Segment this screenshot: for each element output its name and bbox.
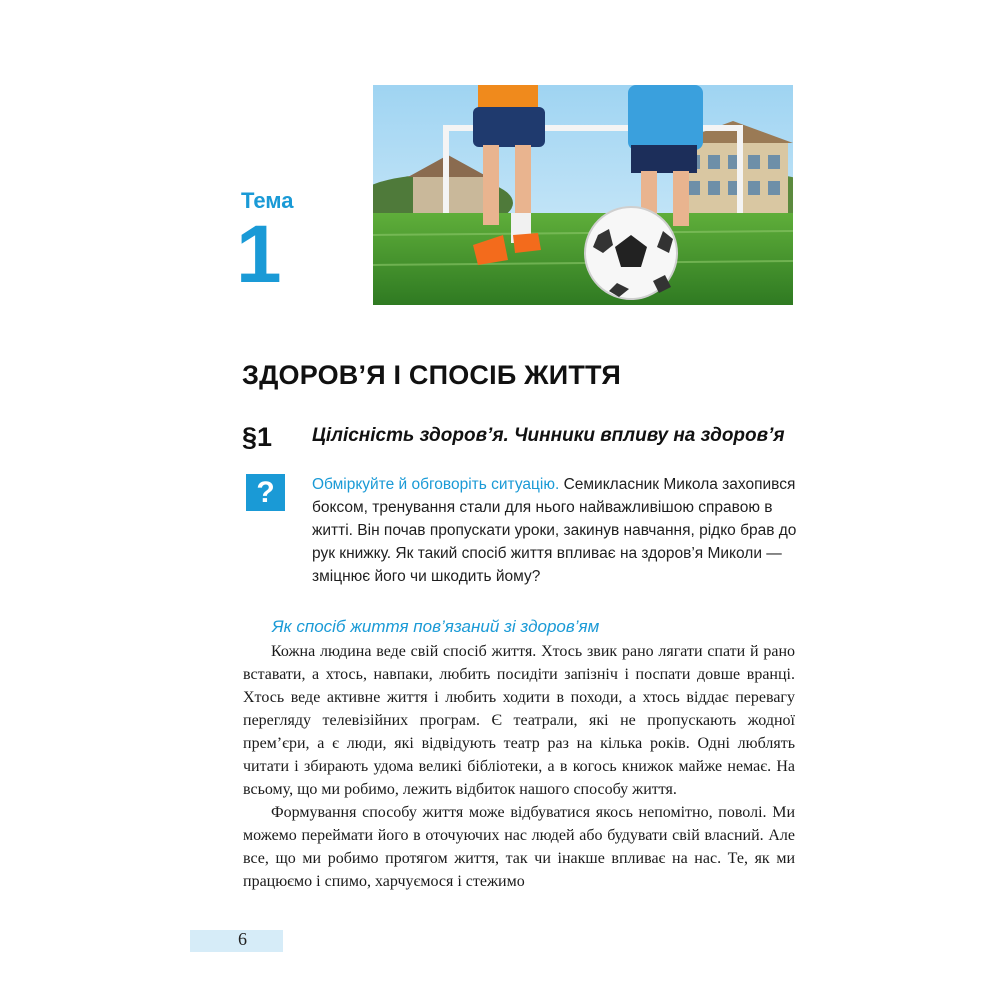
section-subtitle: Як спосіб життя пов’язаний зі здоров’ям — [272, 617, 600, 636]
body-paragraph-1: Кожна людина веде свій спосіб життя. Хтось звик рано лягати спати й рано вставати, а хтось, навпаки, любить посидіти запізніч і поспати довше вранці. Хтось веде активне життя і любить ходити в походи, а хтось віддає перевагу перегляду телевізійних програм. Є театрали, які не пропускають жодної прем’єри, а є люди, які відвідують театр раз на кілька років. Одні люблять читати і збирають удома великі бібліотеки, а в когось книжок майже немає. На всьому, що ми робимо, лежить відбиток нашого способу життя. — [243, 643, 795, 798]
body-paragraph-2: Формування способу життя може відбуватися якось непомітно, поволі. Ми можемо переймати його в оточуючих нас людей або будувати свій власний. Але все, що ми робимо протягом життя, так чи інакше впливає на нас. Те, як ми працюємо і спимо, харчуємося і стежимо — [243, 804, 795, 890]
football-illustration — [373, 85, 793, 305]
paragraph-title: Цілісність здоров’я. Чинники впливу на здоров’я — [312, 425, 785, 446]
page-number-bar — [190, 930, 283, 952]
chapter-title: ЗДОРОВ’Я І СПОСІБ ЖИТТЯ — [242, 360, 621, 390]
football-photo — [373, 85, 793, 305]
theme-number: 1 — [236, 209, 282, 300]
theme-label: Тема — [241, 188, 294, 213]
page-number: 6 — [238, 929, 247, 949]
question-lead: Обміркуйте й обговоріть ситуацію. — [312, 476, 560, 493]
question-icon: ? — [246, 474, 285, 511]
question-text — [312, 473, 804, 588]
body-text — [243, 640, 795, 893]
paragraph-sign: §1 — [242, 422, 273, 452]
question-body: Семикласник Микола захопився боксом, тренування стали для нього найважливішою справою в житті. Він почав пропускати уроки, закинув навчання, рідко брав до рук книжку. Як такий спосіб життя впливає на здоров’я Миколи — зміцнює його чи шкодить йому? — [312, 476, 797, 585]
